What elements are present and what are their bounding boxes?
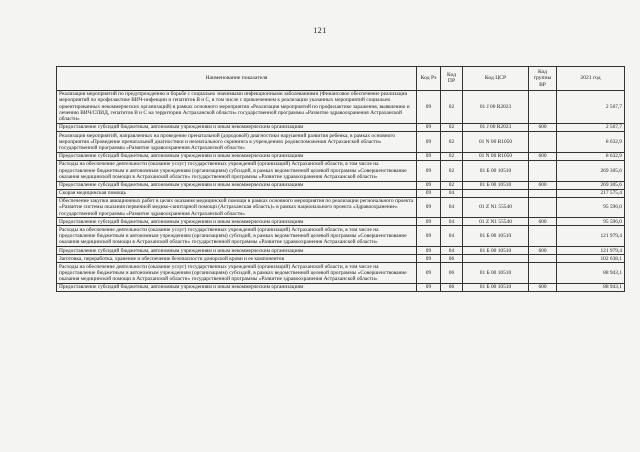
row-name: Предоставление субсидий бюджетным, автономным учреждениям и иным некоммерческим организациям	[57, 181, 417, 189]
table-row	[57, 263, 625, 284]
row-name: Заготовка, переработка, хранение и обеспечение безопасности донорской крови и ее компонентов	[57, 255, 417, 263]
row-pr: 02	[441, 124, 463, 132]
table-row	[57, 218, 625, 226]
row-csr: 01 Б 00 10510	[463, 283, 529, 291]
row-name: Предоставление субсидий бюджетным, автономным учреждениям и иным некоммерческим организациям	[57, 218, 417, 226]
row-rz: 09	[417, 218, 441, 226]
table-row	[57, 226, 625, 247]
table-row	[57, 152, 625, 160]
row-name: Предоставление субсидий бюджетным, автономным учреждениям и иным некоммерческим организациям	[57, 283, 417, 291]
row-rz: 09	[417, 255, 441, 263]
row-csr: 01 Б 00 10510	[463, 263, 529, 284]
row-csr: 01 Б 00 10510	[463, 226, 529, 247]
row-csr: 01 Б 00 10510	[463, 160, 529, 181]
table-row	[57, 181, 625, 189]
row-pr: 04	[441, 247, 463, 255]
row-name: Расходы на обеспечение деятельности (оказание услуг) государственных учреждений (организаций) Астраханской области, в том числе на предоставление бюджетным и автономным учреждениям (организациям) субсидий, в рамках ведомственной целевой программы «Совершенствование оказания медицинской помощи в Астраханской области» государственной программы «Развитие здравоохранения Астраханской области»	[57, 160, 417, 181]
row-pr: 02	[441, 152, 463, 160]
row-csr: 01 N 00 R1050	[463, 152, 529, 160]
row-pr: 02	[441, 90, 463, 123]
row-rz: 09	[417, 247, 441, 255]
header-vr: Код группы ВР	[529, 67, 557, 91]
header-rz: Код Рз	[417, 67, 441, 91]
row-csr: 01 Б 00 10510	[463, 181, 529, 189]
table-row	[57, 197, 625, 218]
row-vr	[529, 255, 557, 263]
row-sum: 269 305,6	[557, 160, 625, 181]
row-csr: 01 Z N1 55540	[463, 218, 529, 226]
row-csr: 01 J 00 R2023	[463, 124, 529, 132]
row-rz: 09	[417, 283, 441, 291]
row-sum: 88 943,1	[557, 283, 625, 291]
row-name: Обеспечение закупки авиационных работ в целях оказания медицинской помощи в рамках основного мероприятия по реализации регионального проекта «Развитие системы оказания первичной медико-санитарной помощи (Астраханская область)» в рамках национального проекта «Здравоохранение» государственной программы «Развитие здравоохранения Астраханской области»	[57, 197, 417, 218]
row-sum: 269 305,6	[557, 181, 625, 189]
row-sum: 217 575,4	[557, 189, 625, 197]
row-name: Предоставление субсидий бюджетным, автономным учреждениям и иным некоммерческим организациям	[57, 247, 417, 255]
row-pr: 06	[441, 255, 463, 263]
row-vr	[529, 132, 557, 153]
row-vr	[529, 197, 557, 218]
row-vr	[529, 189, 557, 197]
row-pr: 06	[441, 263, 463, 284]
row-rz: 09	[417, 152, 441, 160]
row-rz: 09	[417, 263, 441, 284]
row-csr: 01 N 00 R1050	[463, 132, 529, 153]
row-vr: 600	[529, 181, 557, 189]
row-rz: 09	[417, 189, 441, 197]
row-vr: 600	[529, 218, 557, 226]
row-sum: 2 567,7	[557, 90, 625, 123]
row-vr: 600	[529, 283, 557, 291]
header-csr: Код ЦСР	[463, 67, 529, 91]
row-name: Предоставление субсидий бюджетным, автономным учреждениям и иным некоммерческим организациям	[57, 152, 417, 160]
row-rz: 09	[417, 226, 441, 247]
row-vr	[529, 263, 557, 284]
row-sum: 121 979,4	[557, 247, 625, 255]
row-pr: 02	[441, 160, 463, 181]
row-rz: 09	[417, 132, 441, 153]
row-vr: 600	[529, 152, 557, 160]
row-rz: 09	[417, 124, 441, 132]
row-name: Скорая медицинская помощь	[57, 189, 417, 197]
row-pr: 02	[441, 181, 463, 189]
row-name: Расходы на обеспечение деятельности (оказание услуг) государственных учреждений (организаций) Астраханской области, в том числе на предоставление бюджетным и автономным учреждениям (организациям) субсидий, в рамках ведомственной целевой программы «Совершенствование оказания медицинской помощи в Астраханской области» государственной программы «Развитие здравоохранения Астраханской области»	[57, 263, 417, 284]
row-rz: 09	[417, 90, 441, 123]
row-sum: 8 632,9	[557, 132, 625, 153]
header-pr: Код ПР	[441, 67, 463, 91]
row-pr: 04	[441, 197, 463, 218]
row-sum: 102 638,1	[557, 255, 625, 263]
row-name: Предоставление субсидий бюджетным, автономным учреждениям и иным некоммерческим организациям	[57, 124, 417, 132]
table-header-row	[57, 67, 625, 91]
table-row	[57, 283, 625, 291]
row-pr: 04	[441, 226, 463, 247]
row-vr	[529, 226, 557, 247]
table-row	[57, 189, 625, 197]
row-vr: 600	[529, 247, 557, 255]
row-vr: 600	[529, 124, 557, 132]
row-vr	[529, 160, 557, 181]
table-row	[57, 132, 625, 153]
row-csr: 01 Б 00 10510	[463, 247, 529, 255]
row-rz: 09	[417, 197, 441, 218]
row-csr	[463, 189, 529, 197]
row-pr: 04	[441, 218, 463, 226]
row-name: Расходы на обеспечение деятельности (оказание услуг) государственных учреждений (организаций) Астраханской области, в том числе на предоставление бюджетным и автономным учреждениям (организациям) субсидий, в рамках ведомственной целевой программы «Совершенствование оказания медицинской помощи в Астраханской области» государственной программы «Развитие здравоохранения Астраханской области»	[57, 226, 417, 247]
row-sum: 95 596,0	[557, 197, 625, 218]
row-pr: 06	[441, 283, 463, 291]
row-sum: 95 596,0	[557, 218, 625, 226]
row-name: Реализация мероприятий по предупреждению и борьбе с социально значимыми инфекционными заболеваниями (Финансовое обеспечение реализации мероприятий по профилактике ВИЧ-инфекции и гепатитов В и С, в том числе с привлечением к реализации указанных мероприятий социально ориентированных некоммерческих организаций) в рамках основного мероприятия «Реализация мероприятий по профилактике заражения, выявлению и лечению ВИЧ/СПИД, гепатитов В и С на территории Астраханской области» государственной программы «Развитие здравоохранения Астраханской области»	[57, 90, 417, 123]
row-sum: 121 979,4	[557, 226, 625, 247]
budget-table	[56, 66, 625, 292]
row-vr	[529, 90, 557, 123]
row-pr: 02	[441, 132, 463, 153]
row-rz: 09	[417, 160, 441, 181]
row-name: Реализация мероприятий, направленных на проведение пренатальной (дородовой) диагностики нарушений развития ребенка, в рамках основного мероприятия «Проведение пренатальной диагностики и неонатального скрининга в учреждениях родовспоможения Астраханской области» государственной программы «Развитие здравоохранения Астраханской области»	[57, 132, 417, 153]
row-sum: 2 567,7	[557, 124, 625, 132]
row-csr: 01 J 00 R2023	[463, 90, 529, 123]
header-name: Наименование показателя	[57, 67, 417, 91]
table-row	[57, 124, 625, 132]
header-sum: 2021 год	[557, 67, 625, 91]
page-number: 121	[313, 26, 327, 35]
table-row	[57, 90, 625, 123]
row-sum: 8 632,9	[557, 152, 625, 160]
row-csr	[463, 255, 529, 263]
row-sum: 88 943,1	[557, 263, 625, 284]
row-rz: 09	[417, 181, 441, 189]
table-row	[57, 255, 625, 263]
row-csr: 01 Z N1 55540	[463, 197, 529, 218]
row-pr: 04	[441, 189, 463, 197]
table-row	[57, 247, 625, 255]
table-row	[57, 160, 625, 181]
